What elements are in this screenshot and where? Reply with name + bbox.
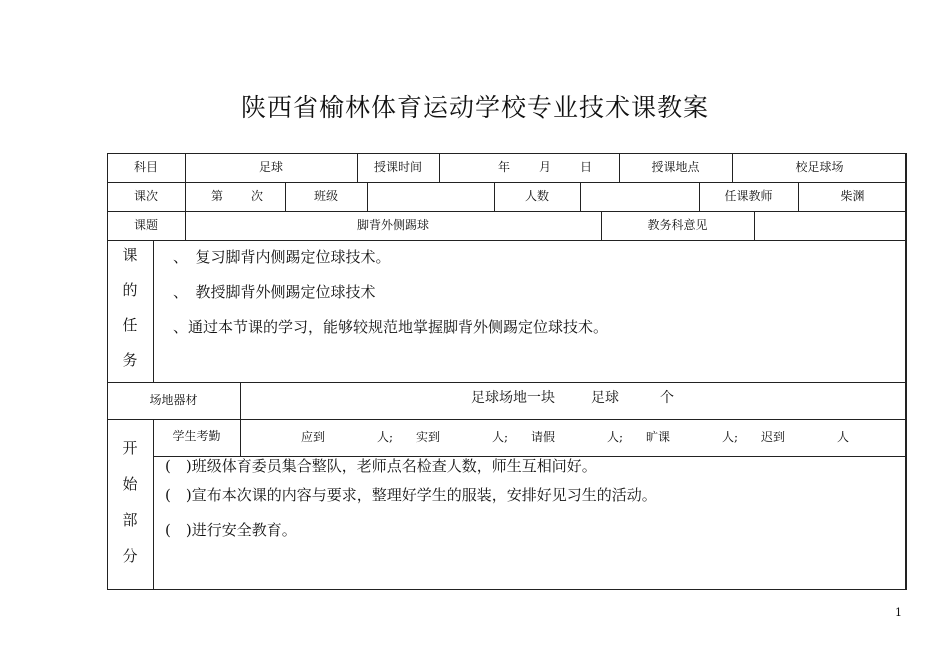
- opening-item: ( )进行安全教育。: [165, 521, 297, 539]
- subject-label: 科目: [133, 160, 158, 174]
- col-divider: [367, 182, 368, 211]
- attendance-late-unit: 人: [836, 430, 849, 444]
- document-title: 陕西省榆林体育运动学校专业技术课教案: [240, 93, 709, 122]
- col-divider: [153, 240, 154, 382]
- place-label: 授课地点: [651, 160, 700, 174]
- attendance-leave: 请假: [530, 430, 555, 444]
- opening-label-char: 开: [122, 439, 138, 457]
- page-number: 1: [895, 606, 902, 619]
- lesson-label: 课次: [133, 189, 158, 203]
- topic-label: 课题: [133, 218, 158, 232]
- col-divider: [754, 211, 755, 240]
- tasks-label-char: 课: [122, 246, 138, 264]
- place-value: 校足球场: [795, 160, 844, 174]
- task-item: 、 教授脚背外侧踢定位球技术: [173, 283, 376, 301]
- subject-value: 足球: [258, 160, 283, 174]
- attendance-late: 迟到: [760, 430, 785, 444]
- opening-label-char: 分: [122, 547, 138, 565]
- equipment-ball-unit: 个: [660, 390, 674, 406]
- opening-label-char: 始: [122, 475, 138, 493]
- topic-value: 脚背外侧踢球: [356, 218, 429, 232]
- row-divider: [107, 240, 907, 241]
- attendance-absent: 旷课: [645, 430, 670, 444]
- opening-label: [107, 437, 153, 581]
- col-divider: [439, 153, 440, 182]
- lesson-value-suffix: 次: [250, 189, 263, 203]
- attendance-expected: 应到: [300, 430, 325, 444]
- tasks-label-char: 任: [122, 316, 138, 334]
- time-day: 日: [579, 160, 592, 174]
- col-divider: [240, 382, 241, 419]
- col-divider: [580, 182, 581, 211]
- attendance-leave-unit: 人;: [606, 430, 624, 444]
- teacher-label: 任课教师: [724, 189, 773, 203]
- attendance-label: 学生考勤: [172, 429, 221, 443]
- lesson-plan-table: [107, 153, 907, 590]
- tasks-label: [107, 244, 153, 384]
- time-year: 年: [497, 160, 510, 174]
- opening-item: ( )宣布本次课的内容与要求，整理好学生的服装，安排好见习生的活动。: [165, 486, 657, 504]
- lesson-value-prefix: 第: [210, 189, 223, 203]
- equipment-label: 场地器材: [149, 393, 198, 407]
- opinion-label: 教务科意见: [647, 218, 708, 232]
- tasks-label-char: 的: [122, 281, 138, 299]
- equipment-ball: 足球: [591, 390, 619, 406]
- row-divider: [107, 382, 907, 383]
- attendance-present-unit: 人;: [491, 430, 509, 444]
- col-divider: [185, 182, 186, 211]
- equipment-field: 足球场地一块: [471, 390, 555, 406]
- teacher-value: 柴渊: [840, 189, 865, 203]
- tasks-label-char: 务: [122, 351, 138, 369]
- opening-item: ( )班级体育委员集合整队，老师点名检查人数，师生互相问好。: [165, 457, 597, 475]
- row-divider: [107, 419, 907, 420]
- task-item: 、 复习脚背内侧踢定位球技术。: [173, 248, 391, 266]
- count-label: 人数: [524, 189, 549, 203]
- time-label: 授课时间: [373, 160, 422, 174]
- attendance-expected-unit: 人;: [376, 430, 394, 444]
- attendance-absent-unit: 人;: [721, 430, 739, 444]
- class-label: 班级: [313, 189, 338, 203]
- task-item: 、通过本节课的学习，能够较规范地掌握脚背外侧踢定位球技术。: [173, 318, 609, 336]
- col-divider: [240, 419, 241, 456]
- time-month: 月: [538, 160, 551, 174]
- attendance-present: 实到: [415, 430, 440, 444]
- opening-label-char: 部: [122, 511, 138, 529]
